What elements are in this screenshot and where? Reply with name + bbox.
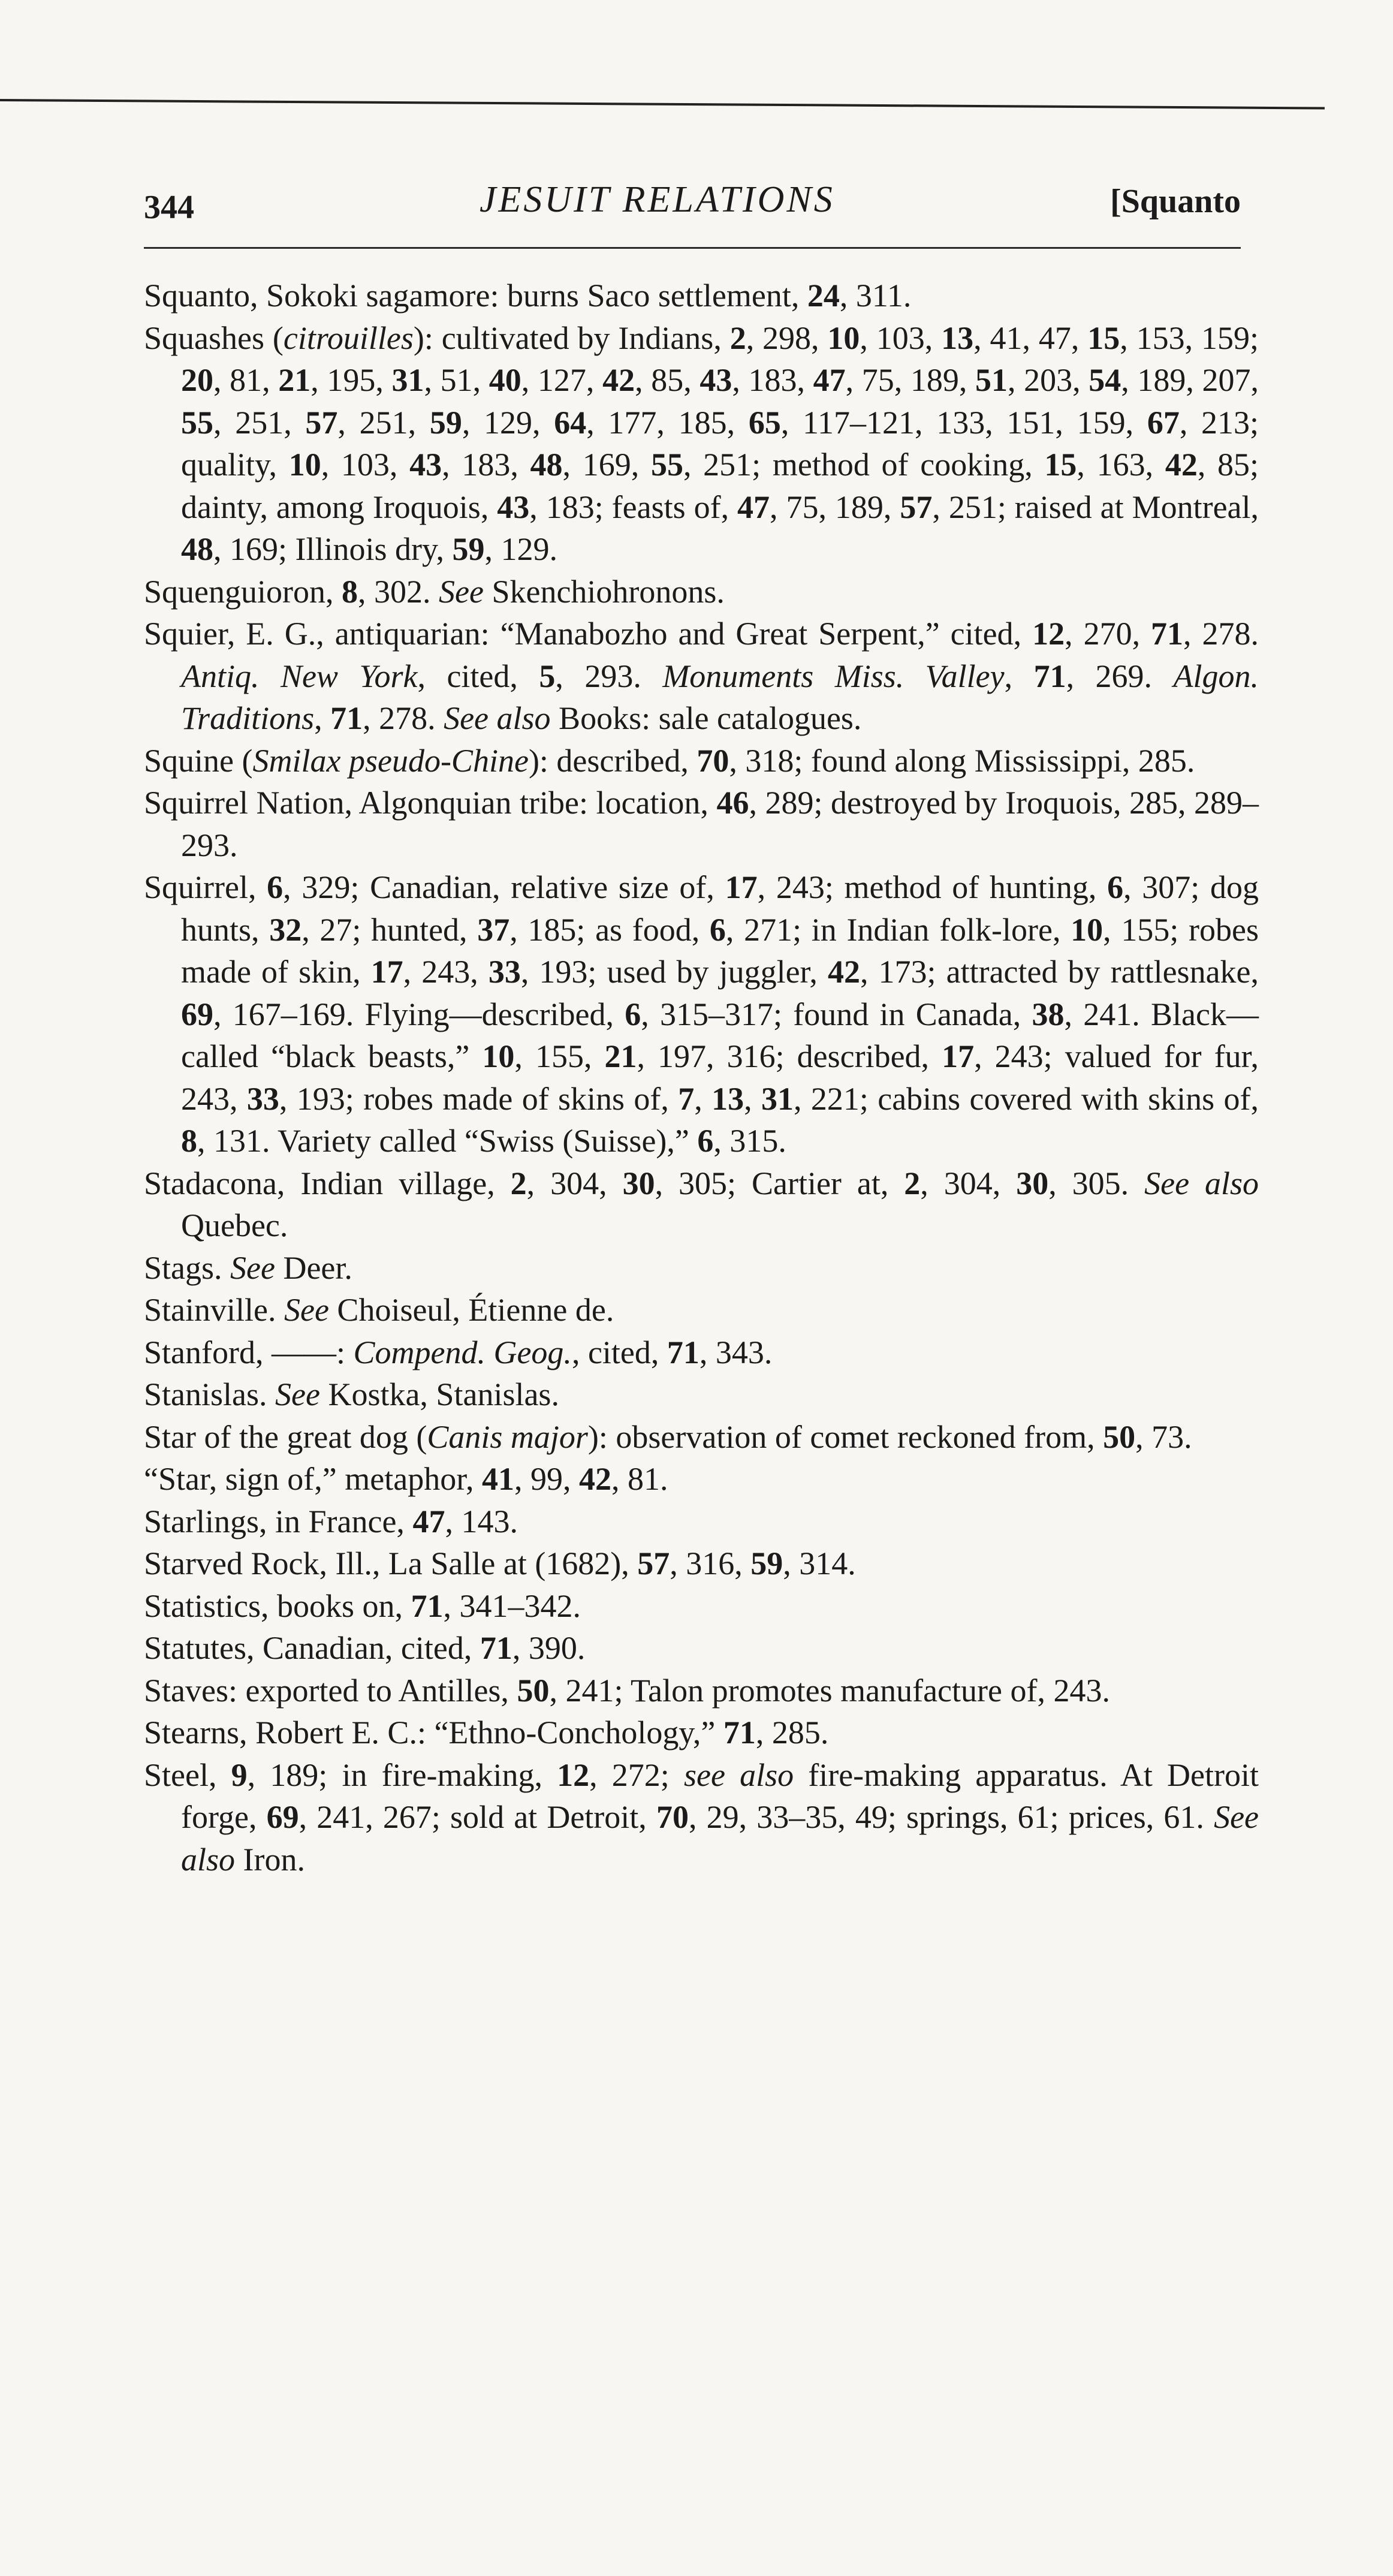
volume-number: 59 <box>750 1545 783 1581</box>
italic-text: See also <box>1144 1165 1259 1201</box>
italic-text: See <box>230 1249 275 1286</box>
top-page-rule <box>0 99 1325 109</box>
volume-number: 64 <box>554 404 587 441</box>
volume-number: 42 <box>827 954 860 990</box>
volume-number: 51 <box>975 362 1008 398</box>
volume-number: 71 <box>411 1587 444 1624</box>
entry-text: Kostka, Stanislas. <box>319 1376 559 1412</box>
volume-number: 8 <box>342 573 358 610</box>
entry-text: , 329; Canadian, relative size of, <box>283 869 725 905</box>
volume-number: 17 <box>725 869 758 905</box>
italic-text: see also <box>683 1756 794 1793</box>
entry-text: Stainville. <box>144 1292 284 1328</box>
entry-text: , 272; <box>589 1756 684 1793</box>
volume-number: 17 <box>942 1038 975 1074</box>
entry-text: Squine ( <box>144 742 253 779</box>
volume-number: 71 <box>1151 616 1184 652</box>
entry-text: , 293. <box>555 658 663 694</box>
volume-number: 17 <box>370 954 403 990</box>
entry-text: , 243; method of hunting, <box>757 869 1108 905</box>
entry-text: Stanford, ——: <box>144 1334 354 1370</box>
volume-number: 8 <box>181 1123 197 1159</box>
index-entries <box>144 275 1259 1881</box>
entry-text: , 173; attracted by rattlesnake, <box>860 954 1259 990</box>
entry-text: , 189; in fire-making, <box>247 1756 557 1793</box>
volume-number: 71 <box>480 1630 512 1666</box>
volume-number: 31 <box>391 362 424 398</box>
index-entry <box>144 613 1259 740</box>
volume-number: 13 <box>941 320 974 356</box>
volume-number: 2 <box>904 1165 921 1201</box>
entry-text: , <box>314 700 331 736</box>
volume-number: 54 <box>1089 362 1121 398</box>
entry-text: , 311. <box>839 278 912 314</box>
entry-text: Starved Rock, Ill., La Salle at (1682), <box>144 1545 638 1581</box>
entry-text: , 85, <box>635 362 700 398</box>
entry-text: , 341–342. <box>443 1587 581 1624</box>
italic-text: See <box>439 573 484 610</box>
volume-number: 6 <box>1107 869 1124 905</box>
volume-number: 50 <box>1103 1418 1136 1455</box>
entry-text: , 155, <box>514 1038 605 1074</box>
entry-text: , 103, <box>860 320 942 356</box>
index-entry <box>144 1585 1259 1628</box>
entry-text: Squirrel Nation, Algonquian tribe: location, <box>144 785 717 821</box>
volume-number: 6 <box>267 869 284 905</box>
entry-text: , 278. <box>363 700 444 736</box>
italic-text: See also <box>444 700 551 736</box>
entry-text: Squirrel, <box>144 869 267 905</box>
volume-number: 33 <box>246 1080 279 1117</box>
italic-text: Canis major <box>427 1418 588 1455</box>
italic-text: Compend. Geog. <box>353 1334 572 1370</box>
entry-text: , 143. <box>445 1503 518 1539</box>
entry-text: Starlings, in France, <box>144 1503 413 1539</box>
entry-text: , cited, <box>571 1334 667 1370</box>
volume-number: 31 <box>761 1080 794 1117</box>
entry-text: , 315. <box>713 1123 786 1159</box>
volume-number: 55 <box>181 404 213 441</box>
volume-number: 40 <box>489 362 521 398</box>
entry-text: , 183, <box>732 362 813 398</box>
entry-text: , 241. Black—called “black beasts,” <box>181 996 1259 1074</box>
index-entry <box>144 1754 1259 1881</box>
index-entry <box>144 1712 1259 1754</box>
entry-text: Star of the great dog ( <box>144 1418 427 1455</box>
volume-number: 24 <box>807 278 840 314</box>
entry-text: , 131. Variety called “Swiss (Suisse),” <box>197 1123 698 1159</box>
volume-number: 2 <box>729 320 746 356</box>
entry-text: , 269. <box>1066 658 1174 694</box>
volume-number: 50 <box>517 1672 550 1709</box>
entry-text: , 153, 159; <box>1120 320 1259 356</box>
page-number: 344 <box>144 189 194 226</box>
volume-number: 30 <box>622 1165 655 1201</box>
entry-text: , 285. <box>755 1715 829 1751</box>
volume-number: 48 <box>530 447 563 483</box>
volume-number: 55 <box>650 447 683 483</box>
volume-number: 47 <box>412 1503 445 1539</box>
volume-number: 43 <box>497 489 530 525</box>
entry-text: , 167–169. Flying—described, <box>213 996 625 1032</box>
entry-text: , <box>1004 658 1034 694</box>
index-entry <box>144 317 1259 571</box>
volume-number: 59 <box>429 404 462 441</box>
italic-text: Antiq. New York <box>181 658 418 694</box>
entry-text: Statutes, Canadian, cited, <box>144 1630 480 1666</box>
index-entry <box>144 1627 1259 1670</box>
volume-number: 10 <box>482 1038 515 1074</box>
entry-text: , 314. <box>783 1545 856 1581</box>
volume-number: 37 <box>477 911 510 948</box>
entry-text: , 177, 185, <box>586 404 749 441</box>
entry-text: , 183, <box>442 447 530 483</box>
volume-number: 6 <box>709 911 726 948</box>
volume-number: 7 <box>678 1080 695 1117</box>
entry-text: , cited, <box>417 658 539 694</box>
volume-number: 67 <box>1147 404 1180 441</box>
running-header <box>144 175 1241 235</box>
volume-number: 10 <box>827 320 860 356</box>
entry-text: , 298, <box>746 320 828 356</box>
entry-text: , 103, <box>321 447 410 483</box>
index-entry <box>144 1501 1259 1543</box>
entry-text: “Star, sign of,” metaphor, <box>144 1461 483 1497</box>
entry-text: Iron. <box>235 1841 305 1878</box>
index-entry <box>144 1247 1259 1289</box>
volume-number: 32 <box>269 911 302 948</box>
entry-text: Stadacona, Indian village, <box>144 1165 511 1201</box>
entry-text: Steel, <box>144 1756 231 1793</box>
volume-number: 46 <box>716 785 749 821</box>
entry-text: Skenchiohronons. <box>483 573 725 610</box>
volume-number: 42 <box>579 1461 612 1497</box>
volume-number: 47 <box>737 489 770 525</box>
index-entry <box>144 1416 1259 1459</box>
entry-text: , 75, 189, <box>770 489 900 525</box>
italic-text: See <box>275 1376 320 1412</box>
italic-text: Monuments Miss. Valley <box>662 658 1005 694</box>
entry-text: , 289; destroyed by Iroquois, 285, 289–293. <box>181 785 1259 863</box>
entry-text: Choiseul, Étienne de. <box>328 1292 614 1328</box>
index-entry <box>144 866 1259 1162</box>
volume-number: 9 <box>231 1756 248 1793</box>
entry-text: Books: sale catalogues. <box>550 700 862 736</box>
volume-number: 69 <box>266 1799 299 1835</box>
volume-number: 6 <box>625 996 641 1032</box>
entry-text: Quebec. <box>181 1207 288 1243</box>
entry-text: Stags. <box>144 1249 231 1286</box>
entry-text: , 169; Illinois dry, <box>213 531 453 567</box>
volume-number: 21 <box>278 362 311 398</box>
volume-number: 42 <box>1165 447 1198 483</box>
entry-text: Deer. <box>275 1249 352 1286</box>
volume-number: 12 <box>1032 616 1065 652</box>
volume-number: 71 <box>330 700 363 736</box>
entry-text: , 315–317; found in Canada, <box>641 996 1032 1032</box>
volume-number: 33 <box>488 954 521 990</box>
index-entry <box>144 782 1259 866</box>
volume-number: 38 <box>1032 996 1065 1032</box>
volume-number: 21 <box>604 1038 637 1074</box>
volume-number: 71 <box>1033 658 1066 694</box>
volume-number: 48 <box>181 531 213 567</box>
entry-text: , 51, <box>424 362 489 398</box>
entry-text: , 251, <box>213 404 306 441</box>
entry-text: , 117–121, 133, 151, 159, <box>780 404 1147 441</box>
index-entry <box>144 275 1259 317</box>
entry-text: , 127, <box>521 362 603 398</box>
italic-text: Algon. Traditions <box>181 658 1259 736</box>
entry-text: , 304, <box>920 1165 1017 1201</box>
volume-number: 41 <box>482 1461 515 1497</box>
entry-text: Squier, E. G., antiquarian: “Manabozho and Great Serpent,” cited, <box>144 616 1033 652</box>
index-entry <box>144 1289 1259 1331</box>
entry-text: , 243, <box>403 954 489 990</box>
entry-text: , <box>744 1080 761 1117</box>
entry-text: , 305. <box>1048 1165 1145 1201</box>
entry-text: , 271; in Indian folk-lore, <box>725 911 1071 948</box>
entry-text: fire-making apparatus. At Detroit forge, <box>181 1756 1259 1835</box>
index-entry <box>144 1162 1259 1247</box>
volume-number: 71 <box>667 1334 699 1370</box>
entry-text: , 81, <box>213 362 279 398</box>
entry-text: , 318; found along Mississippi, 285. <box>729 742 1195 779</box>
entry-text: Squenguioron, <box>144 573 342 610</box>
entry-text: Stearns, Robert E. C.: “Ethno-Conchology,” <box>144 1715 723 1751</box>
volume-number: 43 <box>699 362 732 398</box>
volume-number: 10 <box>288 447 321 483</box>
entry-text: , 129. <box>484 531 557 567</box>
entry-text: , 41, 47, <box>973 320 1088 356</box>
volume-number: 57 <box>637 1545 670 1581</box>
entry-text: , <box>694 1080 712 1117</box>
entry-text: ): cultivated by Indians, <box>413 320 730 356</box>
catchword: [Squanto <box>1110 183 1241 220</box>
entry-text: , 304, <box>526 1165 623 1201</box>
entry-text: Stanislas. <box>144 1376 276 1412</box>
index-entry <box>144 1542 1259 1585</box>
entry-text: , 251; method of cooking, <box>683 447 1045 483</box>
volume-number: 57 <box>900 489 933 525</box>
volume-number: 15 <box>1087 320 1120 356</box>
entry-text: , 155; robes made of skin, <box>181 911 1259 990</box>
volume-number: 12 <box>557 1756 590 1793</box>
entry-text: Staves: exported to Antilles, <box>144 1672 517 1709</box>
italic-text: Smilax pseudo-Chine <box>252 742 529 779</box>
entry-text: Squashes ( <box>144 320 284 356</box>
entry-text: , 251; raised at Montreal, <box>932 489 1259 525</box>
entry-text: Squanto, Sokoki sagamore: burns Saco settlement, <box>144 278 807 314</box>
index-entry <box>144 740 1259 782</box>
entry-text: ): described, <box>528 742 697 779</box>
index-entry <box>144 571 1259 613</box>
italic-text: citrouilles <box>283 320 414 356</box>
entry-text: , 189, 207, <box>1121 362 1259 398</box>
volume-number: 70 <box>656 1799 689 1835</box>
index-entry <box>144 1458 1259 1501</box>
volume-number: 71 <box>723 1715 756 1751</box>
entry-text: , 203, <box>1008 362 1089 398</box>
volume-number: 13 <box>711 1080 744 1117</box>
entry-text: Statistics, books on, <box>144 1587 411 1624</box>
volume-number: 5 <box>539 658 556 694</box>
entry-text: , 278. <box>1183 616 1259 652</box>
entry-text: , 195, <box>310 362 392 398</box>
entry-text: , 307; dog hunts, <box>181 869 1259 948</box>
entry-text: , 390. <box>512 1630 586 1666</box>
volume-number: 42 <box>602 362 635 398</box>
entry-text: , 81. <box>611 1461 668 1497</box>
entry-text: , 197, 316; described, <box>637 1038 942 1074</box>
volume-number: 57 <box>305 404 338 441</box>
entry-text: , 183; feasts of, <box>529 489 738 525</box>
entry-text: , 85; dainty, among Iroquois, <box>181 447 1259 525</box>
entry-text: , 241; Talon promotes manufacture of, 243. <box>549 1672 1110 1709</box>
entry-text: , 129, <box>462 404 554 441</box>
entry-text: , 251, <box>337 404 430 441</box>
volume-number: 47 <box>813 362 846 398</box>
volume-number: 2 <box>510 1165 527 1201</box>
volume-number: 69 <box>181 996 213 1032</box>
entry-text: , 241, 267; sold at Detroit, <box>298 1799 656 1835</box>
entry-text: , 221; cabins covered with skins of, <box>794 1080 1259 1117</box>
volume-number: 59 <box>452 531 485 567</box>
volume-number: 65 <box>748 404 781 441</box>
entry-text: , 185; as food, <box>509 911 710 948</box>
entry-text: , 193; robes made of skins of, <box>279 1080 679 1117</box>
header-rule <box>144 247 1241 249</box>
entry-text: , 243; valued for fur, 243, <box>181 1038 1259 1117</box>
entry-text: , 270, <box>1065 616 1151 652</box>
entry-text: , 193; used by juggler, <box>520 954 828 990</box>
volume-number: 30 <box>1016 1165 1049 1201</box>
entry-text: , 99, <box>514 1461 580 1497</box>
index-entry <box>144 1331 1259 1374</box>
entry-text: , 305; Cartier at, <box>655 1165 904 1201</box>
entry-text: , 29, 33–35, 49; springs, 61; prices, 61. <box>688 1799 1214 1835</box>
entry-text: , 163, <box>1077 447 1165 483</box>
index-entry <box>144 1373 1259 1416</box>
entry-text: , 73. <box>1135 1418 1192 1455</box>
entry-text: ): observation of comet reckoned from, <box>587 1418 1103 1455</box>
entry-text: , 343. <box>699 1334 773 1370</box>
entry-text: , 27; hunted, <box>301 911 478 948</box>
italic-text: See <box>284 1292 329 1328</box>
entry-text: , 169, <box>562 447 651 483</box>
running-title: JESUIT RELATIONS <box>480 179 835 220</box>
entry-text: , 75, 189, <box>845 362 975 398</box>
index-entry <box>144 1670 1259 1712</box>
volume-number: 6 <box>697 1123 714 1159</box>
entry-text: , 213; quality, <box>181 404 1259 483</box>
entry-text: , 302. <box>358 573 439 610</box>
volume-number: 43 <box>409 447 442 483</box>
entry-text: , 316, <box>670 1545 751 1581</box>
volume-number: 15 <box>1044 447 1077 483</box>
italic-text: See also <box>181 1799 1259 1878</box>
volume-number: 10 <box>1071 911 1103 948</box>
volume-number: 70 <box>696 742 729 779</box>
volume-number: 20 <box>181 362 213 398</box>
